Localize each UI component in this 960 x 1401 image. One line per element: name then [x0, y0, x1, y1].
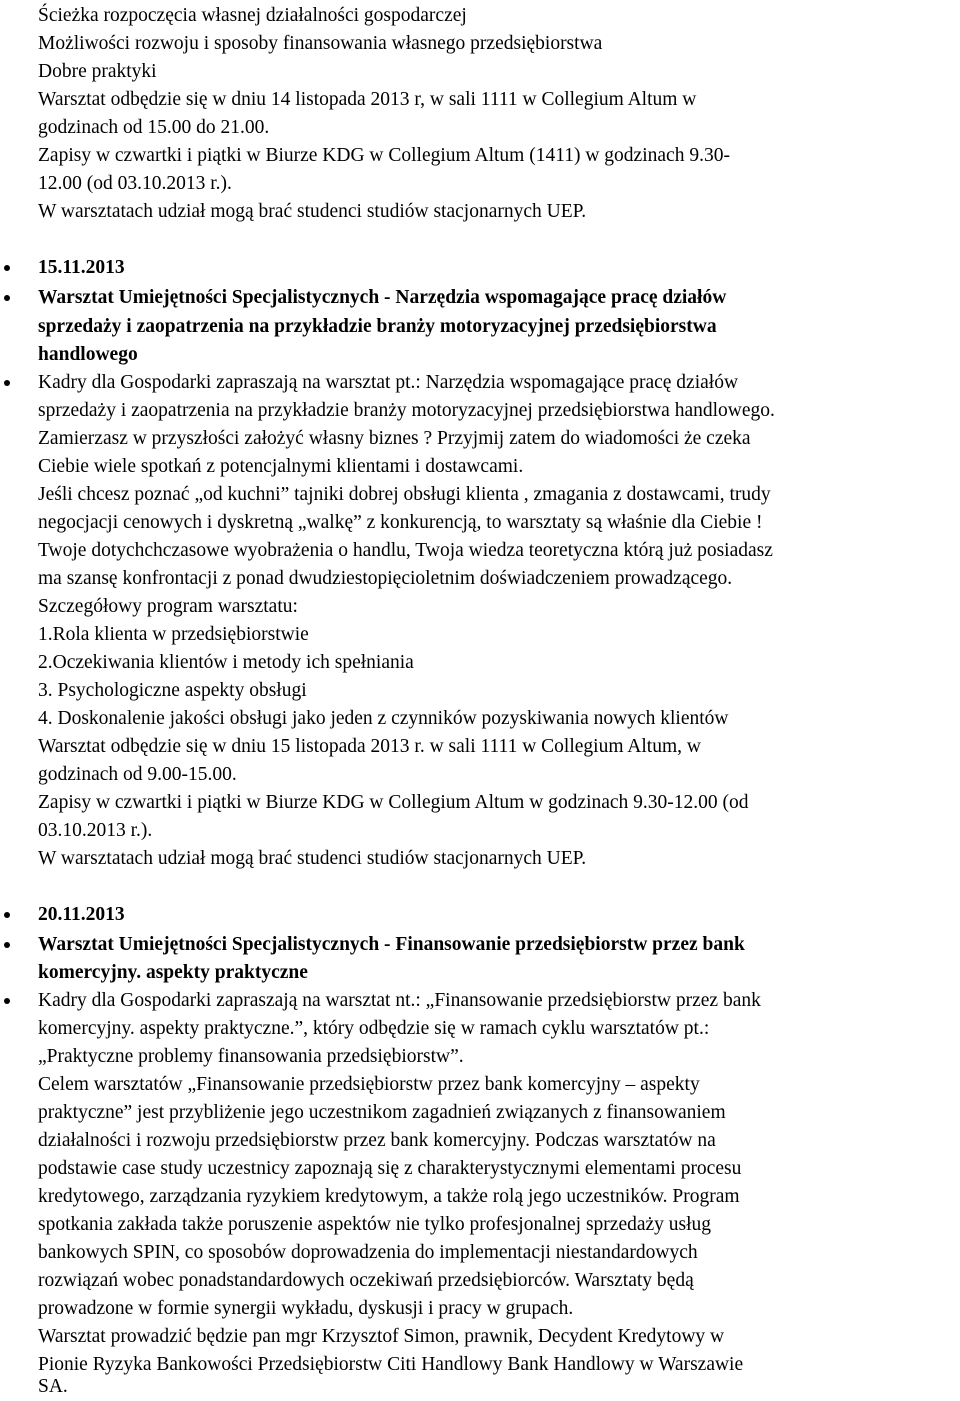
workshop-body-line: prowadzone w formie synergii wykładu, dyskusji i pracy w grupach.: [38, 1298, 574, 1319]
workshop-body-line: 1.Rola klienta w przedsiębiorstwie: [38, 624, 309, 645]
workshop-body-line: ma szansę konfrontacji z ponad dwudziestopięcioletnim doświadczeniem prowadzącego.: [38, 568, 733, 589]
intro-line: Ścieżka rozpoczęcia własnej działalności gospodarczej: [38, 5, 467, 26]
bullet-icon: [4, 998, 10, 1004]
bullet-icon: [4, 912, 10, 918]
workshop-body-line: komercyjny. aspekty praktyczne.”, który odbędzie się w ramach cyklu warsztatów pt.:: [38, 1018, 710, 1039]
workshop-body-line: Twoje dotychchczasowe wyobrażenia o handlu, Twoja wiedza teoretyczna którą już posiadasz: [38, 540, 773, 561]
workshop-body-line: „Praktyczne problemy finansowania przedsiębiorstw”.: [38, 1046, 464, 1067]
workshop-body-line: rozwiązań wobec ponadstandardowych oczekiwań przedsiębiorców. Warsztaty będą: [38, 1270, 694, 1291]
workshop-body-line: podstawie case study uczestnicy zapoznają się z charakterystycznymi elementami procesu: [38, 1158, 742, 1179]
workshop-body-line: działalności i rozwoju przedsiębiorstw przez bank komercyjny. Podczas warsztatów na: [38, 1130, 716, 1151]
workshop-body-line: bankowych SPIN, co sposobów doprowadzenia do implementacji niestandardowych: [38, 1242, 698, 1263]
workshop-body-line: Kadry dla Gospodarki zapraszają na warsztat pt.: Narzędzia wspomagające pracę działów: [38, 372, 739, 393]
workshop-body-line: SA.: [38, 1376, 68, 1397]
intro-line: Możliwości rozwoju i sposoby finansowania własnego przedsiębiorstwa: [38, 33, 603, 54]
intro-line: Zapisy w czwartki i piątki w Biurze KDG w Collegium Altum (1411) w godzinach 9.30-: [38, 145, 730, 166]
workshop-date: 20.11.2013: [38, 904, 125, 925]
workshop-body-line: Szczegółowy program warsztatu:: [38, 596, 298, 617]
bullet-icon: [4, 295, 10, 301]
workshop-body-line: 2.Oczekiwania klientów i metody ich spełniania: [38, 652, 414, 673]
workshop-body-line: 4. Doskonalenie jakości obsługi jako jeden z czynników pozyskiwania nowych klientów: [38, 708, 729, 729]
workshop-body-line: negocjacji cenowych i dyskretną „walkę” z konkurencją, to warsztaty są właśnie dla Ciebie !: [38, 512, 763, 533]
workshop-body-line: sprzedaży i zaopatrzenia na przykładzie branży motoryzacyjnej przedsiębiorstwa handlowego.: [38, 400, 775, 421]
workshop-body-line: spotkania zakłada także poruszenie aspektów nie tylko profesjonalnej sprzedaży usług: [38, 1214, 712, 1235]
workshop-body-line: W warsztatach udział mogą brać studenci studiów stacjonarnych UEP.: [38, 848, 587, 869]
workshop-body-line: Celem warsztatów „Finansowanie przedsiębiorstw przez bank komercyjny – aspekty: [38, 1074, 700, 1095]
workshop-body-line: Pionie Ryzyka Bankowości Przedsiębiorstw Citi Handlowy Bank Handlowy w Warszawie: [38, 1354, 744, 1375]
workshop-title-line: Warsztat Umiejętności Specjalistycznych - Finansowanie przedsiębiorstw przez bank: [38, 934, 745, 955]
bullet-icon: [4, 942, 10, 948]
workshop-body-line: praktyczne” jest przybliżenie jego uczestnikom zagadnień związanych z finansowaniem: [38, 1102, 726, 1123]
workshop-body-line: Ciebie wiele spotkań z potencjalnymi klientami i dostawcami.: [38, 456, 524, 477]
workshop-body-line: Kadry dla Gospodarki zapraszają na warsztat nt.: „Finansowanie przedsiębiorstw przez bank: [38, 990, 761, 1011]
bullet-icon: [4, 265, 10, 271]
intro-line: godzinach od 15.00 do 21.00.: [38, 117, 270, 138]
workshop-body-line: Jeśli chcesz poznać „od kuchni” tajniki dobrej obsługi klienta , zmagania z dostawcami, trudy: [38, 484, 771, 505]
workshop-body-line: 3. Psychologiczne aspekty obsługi: [38, 680, 307, 701]
intro-line: W warsztatach udział mogą brać studenci studiów stacjonarnych UEP.: [38, 201, 587, 222]
workshop-title-line: Warsztat Umiejętności Specjalistycznych - Narzędzia wspomagające pracę działów: [38, 287, 727, 308]
workshop-body-line: Zamierzasz w przyszłości założyć własny biznes ? Przyjmij zatem do wiadomości że czeka: [38, 428, 751, 449]
workshop-title-line: handlowego: [38, 344, 138, 365]
intro-line: Dobre praktyki: [38, 61, 157, 82]
workshop-title-line: sprzedaży i zaopatrzenia na przykładzie branży motoryzacyjnej przedsiębiorstwa: [38, 316, 717, 337]
workshop-body-line: kredytowego, zarządzania ryzykiem kredytowym, a także rolą jego uczestników. Program: [38, 1186, 740, 1207]
intro-line: Warsztat odbędzie się w dniu 14 listopada 2013 r, w sali 1111 w Collegium Altum w: [38, 89, 697, 110]
bullet-icon: [4, 380, 10, 386]
workshop-body-line: Warsztat odbędzie się w dniu 15 listopada 2013 r. w sali 1111 w Collegium Altum, w: [38, 736, 701, 757]
workshop-body-line: godzinach od 9.00-15.00.: [38, 764, 237, 785]
intro-line: 12.00 (od 03.10.2013 r.).: [38, 173, 232, 194]
workshop-title-line: komercyjny. aspekty praktyczne: [38, 962, 308, 983]
workshop-body-line: Warsztat prowadzić będzie pan mgr Krzysztof Simon, prawnik, Decydent Kredytowy w: [38, 1326, 725, 1347]
workshop-body-line: Zapisy w czwartki i piątki w Biurze KDG w Collegium Altum w godzinach 9.30-12.00 (od: [38, 792, 749, 813]
workshop-body-line: 03.10.2013 r.).: [38, 820, 153, 841]
workshop-date: 15.11.2013: [38, 257, 125, 278]
